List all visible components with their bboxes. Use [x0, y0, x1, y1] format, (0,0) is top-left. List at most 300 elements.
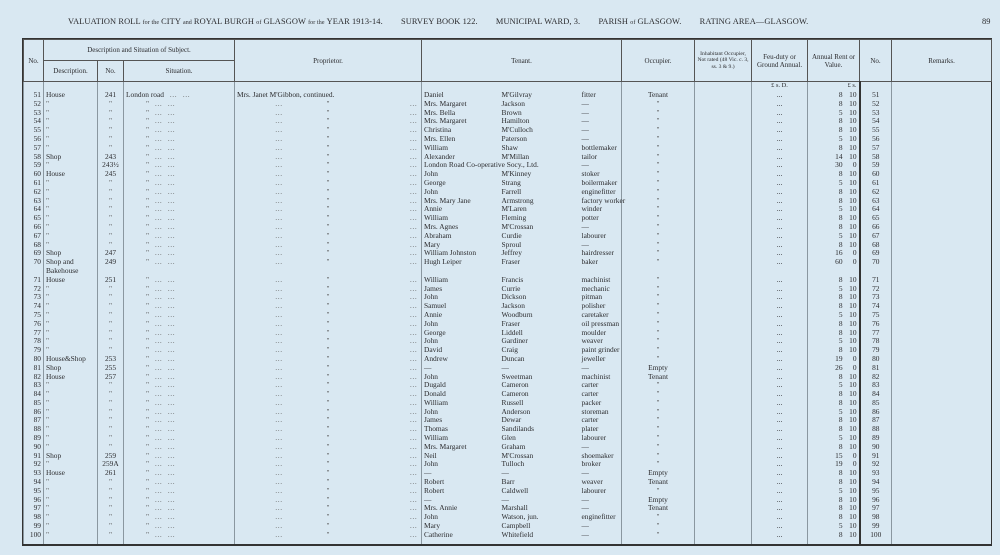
- tenant-surname: Caldwell: [501, 485, 529, 495]
- row-number-right: 93: [860, 469, 892, 478]
- remarks: [892, 197, 992, 206]
- feu-duty: ...: [752, 214, 808, 223]
- feu-duty: ...: [752, 399, 808, 408]
- tenant-surname: Russell: [501, 397, 524, 407]
- tenant-occupation: weaver: [581, 477, 603, 487]
- row-number-right: 53: [860, 109, 892, 118]
- situation: " … …: [124, 364, 235, 373]
- col-proprietor: Proprietor.: [235, 40, 422, 82]
- proprietor: … " …: [235, 337, 422, 346]
- occupier: ": [622, 223, 695, 232]
- inhabitant-occupier: [695, 469, 752, 478]
- remarks: [892, 170, 992, 179]
- row-number-right: 79: [860, 346, 892, 355]
- house-number: ": [98, 504, 124, 513]
- tenant-surname: Shaw: [501, 142, 518, 152]
- rent-pounds: 5: [838, 433, 843, 443]
- tenant-occupation: factory worker: [581, 195, 626, 205]
- occupier: ": [622, 320, 695, 329]
- col-occupier: Occupier.: [622, 40, 695, 82]
- feu-duty: ...: [752, 100, 808, 109]
- rent-pounds: 19: [835, 459, 843, 469]
- tenant-first-name: Mrs. Mary Jane: [422, 197, 500, 206]
- house-number: ": [98, 188, 124, 197]
- feu-duty: ...: [752, 285, 808, 294]
- remarks: [892, 249, 992, 258]
- row-number: 87: [24, 416, 44, 425]
- inhabitant-occupier: [695, 170, 752, 179]
- remarks: [892, 100, 992, 109]
- situation: " … …: [124, 188, 235, 197]
- situation: " … …: [124, 214, 235, 223]
- rent-shillings: 10: [849, 433, 857, 443]
- tenant-occupation: potter: [581, 213, 599, 223]
- inhabitant-occupier: [695, 197, 752, 206]
- situation: " … …: [124, 161, 235, 170]
- rent-shillings: 10: [849, 441, 857, 451]
- remarks: [892, 188, 992, 197]
- situation: " … …: [124, 144, 235, 153]
- tenant-surname: Campbell: [501, 521, 531, 531]
- rent-pounds: 8: [838, 477, 843, 487]
- tenant-occupation: —: [581, 98, 589, 108]
- rent-pounds: 5: [838, 133, 843, 143]
- row-number: 54: [24, 117, 44, 126]
- inhabitant-occupier: [695, 434, 752, 443]
- house-number: 243½: [98, 161, 124, 170]
- description: ": [44, 100, 98, 109]
- row-number-right: 100: [860, 531, 892, 544]
- table-row: [24, 531, 992, 544]
- annual-rent: [808, 443, 860, 452]
- occupier: ": [622, 311, 695, 320]
- tenant-occupation: moulder: [581, 327, 607, 337]
- occupier: Tenant: [622, 478, 695, 487]
- tenant-surname: Sandilands: [501, 424, 534, 434]
- row-number: 94: [24, 478, 44, 487]
- remarks: [892, 496, 992, 505]
- rent-shillings: 10: [849, 292, 857, 302]
- proprietor: … " …: [235, 293, 422, 302]
- row-number-right: 94: [860, 478, 892, 487]
- tenant-first-name: William: [422, 214, 500, 223]
- rent-shillings: 10: [849, 485, 857, 495]
- feu-duty: ...: [752, 478, 808, 487]
- tenant-occupation: carter: [581, 389, 599, 399]
- proprietor: … " …: [235, 144, 422, 153]
- row-number: 79: [24, 346, 44, 355]
- description: ": [44, 126, 98, 135]
- inhabitant-occupier: [695, 285, 752, 294]
- remarks: [892, 390, 992, 399]
- house-number: ": [98, 109, 124, 118]
- annual-rent: [808, 153, 860, 162]
- description: Shop: [44, 249, 98, 258]
- proprietor: … " …: [235, 100, 422, 109]
- tenant-surname: Hamilton: [501, 116, 530, 126]
- house-number: ": [98, 126, 124, 135]
- occupier: ": [622, 249, 695, 258]
- remarks: [892, 117, 992, 126]
- rent-pounds: 8: [838, 292, 843, 302]
- description: ": [44, 144, 98, 153]
- rent-pounds: 5: [838, 107, 843, 117]
- tenant-surname: Barr: [501, 477, 515, 487]
- description: Shop and Bakehouse: [44, 258, 98, 276]
- feu-duty: ...: [752, 135, 808, 144]
- rent-pounds: 8: [838, 318, 843, 328]
- tenant-occupation: —: [581, 441, 589, 451]
- tenant-first-name: Annie: [422, 311, 500, 320]
- row-number: 92: [24, 460, 44, 469]
- remarks: [892, 135, 992, 144]
- row-number-right: 80: [860, 355, 892, 364]
- tenant-surname: Dickson: [501, 292, 527, 302]
- row-number: 67: [24, 232, 44, 241]
- feu-duty: ...: [752, 390, 808, 399]
- situation: " … …: [124, 425, 235, 434]
- feu-duty: ...: [752, 329, 808, 338]
- row-number: 95: [24, 487, 44, 496]
- occupier: Empty: [622, 496, 695, 505]
- rent-shillings: 10: [849, 468, 857, 478]
- situation: " … …: [124, 249, 235, 258]
- row-number-right: 63: [860, 197, 892, 206]
- tenant-occupation: —: [581, 116, 589, 126]
- row-number-right: 74: [860, 302, 892, 311]
- rent-pounds: 8: [838, 529, 843, 539]
- house-number: ": [98, 443, 124, 452]
- proprietor: … " …: [235, 329, 422, 338]
- description: ": [44, 399, 98, 408]
- tenant-occupation: —: [581, 125, 589, 135]
- inhabitant-occupier: [695, 153, 752, 162]
- occupier: Tenant: [622, 504, 695, 513]
- remarks: [892, 109, 992, 118]
- col-situation: Situation.: [124, 61, 235, 82]
- remarks: [892, 91, 992, 100]
- inhabitant-occupier: [695, 214, 752, 223]
- tenant-occupation: —: [581, 221, 589, 231]
- inhabitant-occupier: [695, 117, 752, 126]
- rent-shillings: 0: [852, 160, 857, 170]
- rent-shillings: 0: [852, 353, 857, 363]
- description: ": [44, 188, 98, 197]
- rent-shillings: 10: [849, 142, 857, 152]
- rent-pounds: 8: [838, 345, 843, 355]
- rent-shillings: 10: [849, 494, 857, 504]
- description: ": [44, 337, 98, 346]
- tenant-surname: Francis: [501, 274, 524, 284]
- remarks: [892, 285, 992, 294]
- tenant-first-name: John: [422, 373, 500, 382]
- tenant-first-name: —: [422, 364, 500, 373]
- row-number: 60: [24, 170, 44, 179]
- description: ": [44, 513, 98, 522]
- description: ": [44, 443, 98, 452]
- tenant-occupation: —: [581, 494, 589, 504]
- tenant-first-name: George: [422, 179, 500, 188]
- tenant-first-name: Donald: [422, 390, 500, 399]
- situation: " … …: [124, 408, 235, 417]
- annual-rent: [808, 346, 860, 355]
- rent-pounds: 5: [838, 230, 843, 240]
- tenant-occupation: —: [581, 468, 589, 478]
- proprietor: Mrs. Janet M'Gibbon, continued.: [235, 91, 422, 100]
- tenant-first-name: John: [422, 170, 500, 179]
- row-number-right: 59: [860, 161, 892, 170]
- rent-pounds: 8: [838, 415, 843, 425]
- occupier: ": [622, 144, 695, 153]
- situation: " … …: [124, 434, 235, 443]
- tenant-occupation: winder: [581, 204, 603, 214]
- row-number: 56: [24, 135, 44, 144]
- house-number: ": [98, 408, 124, 417]
- row-number-right: 60: [860, 170, 892, 179]
- col-remarks: Remarks.: [892, 40, 992, 82]
- house-number: 249: [98, 258, 124, 276]
- tenant-occupation: —: [581, 133, 589, 143]
- occupier: Empty: [622, 364, 695, 373]
- tenant-occupation: enginefitter: [581, 186, 616, 196]
- situation: " … …: [124, 302, 235, 311]
- tenant-first-name: Catherine: [422, 531, 500, 544]
- proprietor: … " …: [235, 469, 422, 478]
- description: ": [44, 223, 98, 232]
- tenant-surname: Sproul: [501, 239, 522, 249]
- remarks: [892, 161, 992, 170]
- rent-pounds: 5: [838, 406, 843, 416]
- feu-duty: ...: [752, 197, 808, 206]
- tenant-surname: Jeffrey: [501, 248, 522, 258]
- tenant-first-name: Mrs. Annie: [422, 504, 500, 513]
- occupier: ": [622, 117, 695, 126]
- row-number-right: 86: [860, 408, 892, 417]
- proprietor: … " …: [235, 513, 422, 522]
- row-number: 84: [24, 390, 44, 399]
- col-description-group: Description and Situation of Subject.: [44, 40, 235, 61]
- rent-shillings: 10: [849, 309, 857, 319]
- situation: " … …: [124, 504, 235, 513]
- description: ": [44, 302, 98, 311]
- tenant-occupation: —: [581, 107, 589, 117]
- proprietor: … " …: [235, 355, 422, 364]
- situation: " … …: [124, 100, 235, 109]
- description: ": [44, 531, 98, 544]
- rent-shillings: 10: [849, 503, 857, 513]
- tenant-surname: Dewar: [501, 415, 522, 425]
- row-number-right: 68: [860, 241, 892, 250]
- feu-duty: ...: [752, 504, 808, 513]
- tenant-occupation: carter: [581, 415, 599, 425]
- tenant-first-name: John: [422, 188, 500, 197]
- tenant-first-name: Thomas: [422, 425, 500, 434]
- title-main: VALUATION ROLL for the CITY and ROYAL BURGH of GLASGOW for the YEAR 1913-14.: [68, 17, 383, 26]
- row-number: 96: [24, 496, 44, 505]
- tenant-first-name: Robert: [422, 478, 500, 487]
- situation: " … …: [124, 329, 235, 338]
- tenant-occupation: stoker: [581, 169, 600, 179]
- tenant-first-name: Christina: [422, 126, 500, 135]
- occupier: ": [622, 258, 695, 276]
- house-number: ": [98, 302, 124, 311]
- row-number-right: 71: [860, 276, 892, 285]
- row-number-right: 73: [860, 293, 892, 302]
- tenant-first-name: William: [422, 399, 500, 408]
- tenant-surname: —: [501, 362, 509, 372]
- rent-shillings: 10: [849, 107, 857, 117]
- description: House: [44, 276, 98, 285]
- rent-shillings: 10: [849, 204, 857, 214]
- tenant-first-name: George: [422, 329, 500, 338]
- proprietor: … " …: [235, 302, 422, 311]
- rent-shillings: 10: [849, 371, 857, 381]
- rent-pounds: 8: [838, 116, 843, 126]
- remarks: [892, 241, 992, 250]
- tenant-occupation: labourer: [581, 230, 607, 240]
- proprietor: … " …: [235, 346, 422, 355]
- tenant-surname: Cameron: [501, 389, 529, 399]
- tenant-occupation: oil pressman: [581, 318, 620, 328]
- house-number: 259: [98, 452, 124, 461]
- house-number: ": [98, 346, 124, 355]
- occupier: Empty: [622, 469, 695, 478]
- tenant-occupation: labourer: [581, 433, 607, 443]
- rent-units: £ s.: [808, 82, 860, 92]
- house-number: ": [98, 320, 124, 329]
- tenant-first-name: Daniel: [422, 91, 500, 100]
- description: ": [44, 434, 98, 443]
- rent-shillings: 10: [849, 301, 857, 311]
- description: Shop: [44, 364, 98, 373]
- tenant-first-name: Mrs. Bella: [422, 109, 500, 118]
- page-title: [68, 17, 824, 26]
- rent-pounds: 14: [835, 151, 843, 161]
- rent-pounds: 8: [838, 371, 843, 381]
- tenant-occupation: enginefitter: [581, 512, 616, 522]
- feu-duty: ...: [752, 460, 808, 469]
- house-number: ": [98, 434, 124, 443]
- situation: " … …: [124, 276, 235, 285]
- house-number: ": [98, 399, 124, 408]
- row-number-right: 89: [860, 434, 892, 443]
- feu-duty: ...: [752, 179, 808, 188]
- tenant-occupation: machinist: [581, 274, 611, 284]
- tenant-first-name: John: [422, 460, 500, 469]
- situation: " … …: [124, 311, 235, 320]
- proprietor: … " …: [235, 416, 422, 425]
- row-number-right: 55: [860, 126, 892, 135]
- tenant-surname: Currie: [501, 283, 521, 293]
- tenant-surname: Brown: [501, 107, 522, 117]
- tenant-occupation: weaver: [581, 336, 603, 346]
- proprietor: … " …: [235, 496, 422, 505]
- proprietor: … " …: [235, 232, 422, 241]
- rent-pounds: 19: [835, 353, 843, 363]
- house-number: ": [98, 179, 124, 188]
- house-number: 245: [98, 170, 124, 179]
- row-number: 74: [24, 302, 44, 311]
- rent-pounds: 8: [838, 468, 843, 478]
- occupier: ": [622, 434, 695, 443]
- rent-shillings: 10: [849, 529, 857, 539]
- tenant-surname: Fraser: [501, 257, 520, 267]
- inhabitant-occupier: [695, 504, 752, 513]
- proprietor: … " …: [235, 320, 422, 329]
- feu-duty: ...: [752, 346, 808, 355]
- tenant-surname: Cameron: [501, 380, 529, 390]
- description: Shop: [44, 452, 98, 461]
- tenant-surname: Armstrong: [501, 195, 534, 205]
- occupier: ": [622, 170, 695, 179]
- row-number-right: 67: [860, 232, 892, 241]
- tenant-surname: Woodburn: [501, 309, 533, 319]
- row-number-right: 84: [860, 390, 892, 399]
- inhabitant-occupier: [695, 109, 752, 118]
- row-number: 61: [24, 179, 44, 188]
- remarks: [892, 205, 992, 214]
- tenant-first-name: Neil: [422, 452, 500, 461]
- description: ": [44, 311, 98, 320]
- remarks: [892, 425, 992, 434]
- house-number: ": [98, 522, 124, 531]
- house-number: ": [98, 496, 124, 505]
- situation: " … …: [124, 346, 235, 355]
- situation: " … …: [124, 452, 235, 461]
- rent-pounds: 30: [835, 160, 843, 170]
- inhabitant-occupier: [695, 355, 752, 364]
- inhabitant-occupier: [695, 188, 752, 197]
- rent-pounds: 8: [838, 90, 843, 99]
- rent-pounds: 5: [838, 309, 843, 319]
- proprietor: … " …: [235, 258, 422, 276]
- rent-shillings: 10: [849, 213, 857, 223]
- row-number: 59: [24, 161, 44, 170]
- row-number: 69: [24, 249, 44, 258]
- row-number: 71: [24, 276, 44, 285]
- feu-duty: ...: [752, 205, 808, 214]
- row-number-right: 81: [860, 364, 892, 373]
- occupier: ": [622, 416, 695, 425]
- rent-shillings: 10: [849, 424, 857, 434]
- rent-shillings: 10: [849, 116, 857, 126]
- tenant-occupation: jeweller: [581, 353, 606, 363]
- tenant-surname: Farrell: [501, 186, 522, 196]
- row-number: 64: [24, 205, 44, 214]
- tenant-surname: Sweetman: [501, 371, 533, 381]
- inhabitant-occupier: [695, 460, 752, 469]
- tenant-first-name: Mary: [422, 522, 500, 531]
- situation: London road … …: [124, 91, 235, 100]
- tenant-surname: M'Crossan: [501, 221, 534, 231]
- tenant-first-name: Mrs. Margaret: [422, 443, 500, 452]
- tenant-occupation: —: [581, 160, 589, 170]
- tenant-surname: Anderson: [501, 406, 531, 416]
- remarks: [892, 232, 992, 241]
- house-number: ": [98, 285, 124, 294]
- occupier: ": [622, 381, 695, 390]
- row-number-right: 69: [860, 249, 892, 258]
- tenant-first-name: Hugh Leiper: [422, 258, 500, 276]
- feu-duty: ...: [752, 161, 808, 170]
- row-number: 75: [24, 311, 44, 320]
- row-number: 98: [24, 513, 44, 522]
- col-annual-rent: Annual Rent or Value.: [808, 40, 860, 82]
- description: ": [44, 416, 98, 425]
- description: ": [44, 425, 98, 434]
- tenant-first-name: John: [422, 337, 500, 346]
- inhabitant-occupier: [695, 258, 752, 276]
